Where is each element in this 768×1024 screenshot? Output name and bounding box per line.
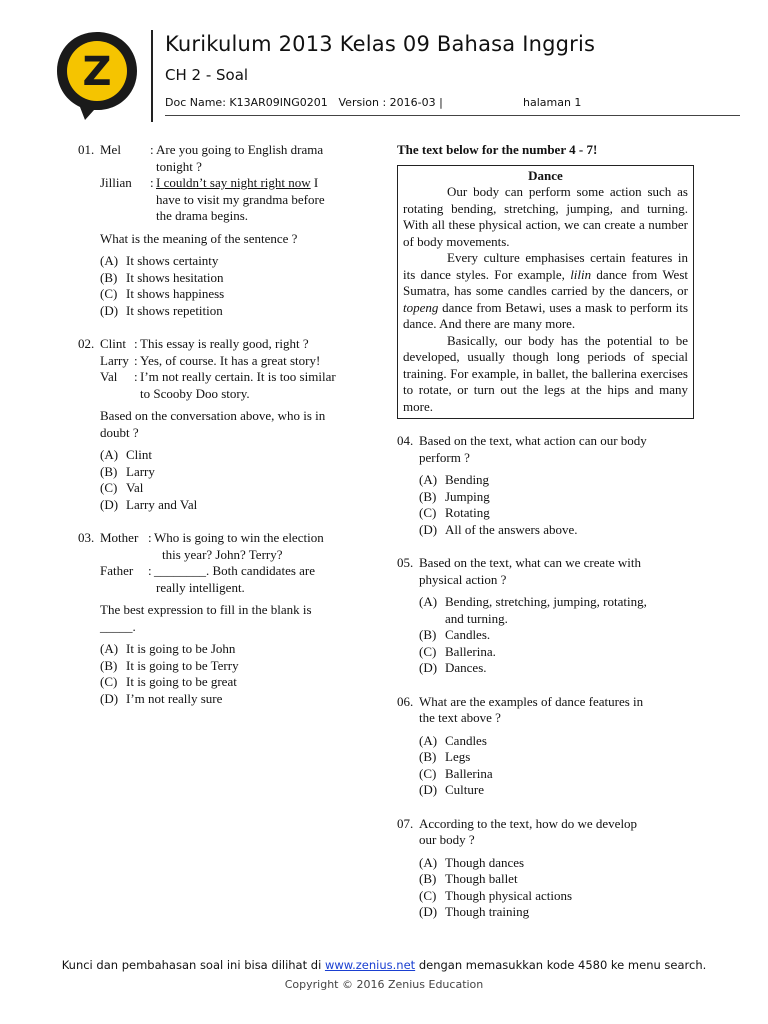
passage-heading: The text below for the number 4 - 7! xyxy=(397,142,598,157)
doc-meta xyxy=(165,96,581,109)
option-a: (A) Bending, stretching, jumping, rotating, xyxy=(419,594,647,609)
option-b: (B) Jumping xyxy=(419,488,490,504)
page-title: Kurikulum 2013 Kelas 09 Bahasa Inggris xyxy=(165,32,596,56)
question-number: 06. xyxy=(397,693,414,709)
option-d: (D) All of the answers above. xyxy=(419,521,578,537)
question-06: 06. What are the examples of dance features in the text above ? (A) Candles (B) Legs (C) Ballerina (D) Culture xyxy=(397,694,697,799)
question-prompt: What is the meaning of the sentence ? xyxy=(100,230,298,246)
option-c: (C) It is going to be great xyxy=(100,674,237,689)
question-number: 05. xyxy=(397,555,414,570)
option-c: (C) Ballerina. xyxy=(419,643,496,659)
question-number: 07. xyxy=(397,815,414,831)
option-b: (B) Larry xyxy=(100,463,155,479)
option-a: (A) Though dances xyxy=(419,854,525,870)
question-number: 04. xyxy=(397,433,414,448)
doc-version: Version : 2016-03 | xyxy=(338,96,443,109)
option-b: (B) Candles. xyxy=(419,627,491,642)
italic-topeng: topeng xyxy=(403,299,439,315)
passage-paragraph-1: Our body can perform some action such as rotating bending, stretching, jumping, and turning. With all these physical action, we can create a number of body movements. xyxy=(403,184,688,249)
question-text: Based on the text, what can we create with xyxy=(419,555,641,570)
dialog-line: I’m not really certain. It is too similar xyxy=(140,369,336,384)
option-c: (C) Val xyxy=(100,480,144,495)
page-number: halaman 1 xyxy=(523,96,582,109)
italic-lilin: lilin xyxy=(570,266,592,282)
option-a: (A) Bending xyxy=(419,472,490,487)
option-a: (A) Candles xyxy=(419,732,487,748)
header-divider xyxy=(151,30,153,122)
dialog-line: this year? John? Terry? xyxy=(162,546,283,562)
option-d: (D) Larry and Val xyxy=(100,496,198,512)
question-prompt: _____. xyxy=(100,618,136,634)
option-c: (C) Ballerina xyxy=(419,765,493,781)
option-b: (B) Though ballet xyxy=(419,871,518,886)
dialog-line: to Scooby Doo story. xyxy=(140,385,250,401)
speaker: Clint xyxy=(100,336,127,351)
separator: : xyxy=(150,142,154,157)
underlined-sentence: I couldn’t say night right now xyxy=(156,175,311,190)
question-text: According to the text, how do we develop xyxy=(419,815,638,831)
answer-blank: ________ xyxy=(154,563,206,578)
question-03: 03. Mother : Who is going to win the election this year? John? Terry? Father : ________. Both candidates are really intelligent. The best expression to fill in the blank is _____. (A) It is going to be John (B) It is going to be Terry (C) It is going to be great (D) I’m not really sure xyxy=(78,530,378,707)
dialog-line: really intelligent. xyxy=(156,579,245,595)
dialog-line: Are you going to English drama xyxy=(156,142,324,157)
speaker: Jillian xyxy=(100,175,132,190)
option-c: (C) Rotating xyxy=(419,505,490,520)
question-07: 07. According to the text, how do we develop our body ? (A) Though dances (B) Though ballet (C) Though physical actions (D) Though training xyxy=(397,816,697,921)
dialog-line: the drama begins. xyxy=(156,208,249,223)
question-02: 02. Clint : This essay is really good, right ? Larry : Yes, of course. It has a great story! Val : I’m not really certain. It is too similar to Scooby Doo story. Based on the conversation above, who is in doubt ? (A) Clint (B) Larry (C) Val (D) Larry and Val xyxy=(78,336,378,513)
question-prompt: doubt ? xyxy=(100,424,139,440)
header-rule xyxy=(165,115,740,116)
question-04: 04. Based on the text, what action can our body perform ? (A) Bending (B) Jumping (C) Rotating (D) All of the answers above. xyxy=(397,433,697,538)
passage-title: Dance xyxy=(528,167,563,183)
speaker: Father xyxy=(100,563,134,578)
option-a: (A) It shows certainty xyxy=(100,253,219,268)
dialog-line: Who is going to win the election xyxy=(154,530,324,545)
option-b: (B) Legs xyxy=(419,749,471,764)
speaker: Mel xyxy=(100,142,121,157)
option-d: (D) Culture xyxy=(419,782,484,797)
passage-paragraph-2: Every culture emphasises certain features in its dance styles. For example, lilin dance from West Sumatra, has some candles carried by the dancers, or topeng dance from Betawi, uses a mask to perform its dance. And there are many more. xyxy=(403,250,688,331)
logo-letter: Z xyxy=(82,49,112,95)
speaker: Val xyxy=(100,369,118,384)
zenius-logo-icon xyxy=(54,30,140,122)
passage-box xyxy=(397,165,694,420)
zenius-link[interactable]: www.zenius.net xyxy=(324,958,416,972)
dialog-line: This essay is really good, right ? xyxy=(140,336,309,351)
page-subtitle: CH 2 - Soal xyxy=(165,66,249,84)
question-number: 01. xyxy=(78,142,95,157)
question-05: 05. Based on the text, what can we create with physical action ? (A) Bending, stretching, jumping, rotating, and turning. (B) Candles. (C) Ballerina. (D) Dances. xyxy=(397,555,697,677)
speaker: Larry xyxy=(100,352,129,368)
copyright: Copyright © 2016 Zenius Education xyxy=(284,978,484,991)
question-prompt: The best expression to fill in the blank is xyxy=(100,602,312,617)
option-a: (A) It is going to be John xyxy=(100,641,236,656)
option-d: (D) I’m not really sure xyxy=(100,690,223,706)
question-number: 02. xyxy=(78,336,95,351)
passage-paragraph-3: Basically, our body has the potential to be developed, usually though long periods of special training. For example, in ballet, the ballerina exercises to rotate, or turn out the legs at the hips and many more. xyxy=(403,332,688,414)
dialog-line: have to visit my grandma before xyxy=(156,191,325,207)
speaker: Mother xyxy=(100,530,139,545)
footer-note: Kunci dan pembahasan soal ini bisa dilihat di www.zenius.net dengan memasukkan kode 4580 ke menu search. xyxy=(61,958,707,972)
right-column xyxy=(397,142,697,938)
option-c: (C) Though physical actions xyxy=(419,887,573,903)
left-column xyxy=(78,142,378,724)
option-d: (D) Though training xyxy=(419,904,530,919)
option-d: (D) Dances. xyxy=(419,660,487,675)
doc-name: Doc Name: K13AR09ING0201 xyxy=(165,96,328,109)
question-text: What are the examples of dance features in xyxy=(419,693,644,709)
option-d: (D) It shows repetition xyxy=(100,302,223,318)
option-b: (B) It is going to be Terry xyxy=(100,657,239,673)
option-c: (C) It shows happiness xyxy=(100,286,225,301)
question-01: 01. Mel : Are you going to English drama tonight ? Jillian : I couldn’t say night right now I have to visit my grandma before the drama begins. What is the meaning of the sentence ? (A) It shows certainty (B) It shows hesitation (C) It shows happiness (D) It shows repetition xyxy=(78,142,378,319)
dialog-line: tonight ? xyxy=(156,158,202,174)
separator: : xyxy=(150,175,154,190)
question-number: 03. xyxy=(78,530,95,545)
option-a: (A) Clint xyxy=(100,447,153,462)
option-b: (B) It shows hesitation xyxy=(100,269,224,285)
question-prompt: Based on the conversation above, who is in xyxy=(100,408,326,423)
dialog-line: Yes, of course. It has a great story! xyxy=(140,352,321,368)
question-text: Based on the text, what action can our body xyxy=(419,433,647,448)
